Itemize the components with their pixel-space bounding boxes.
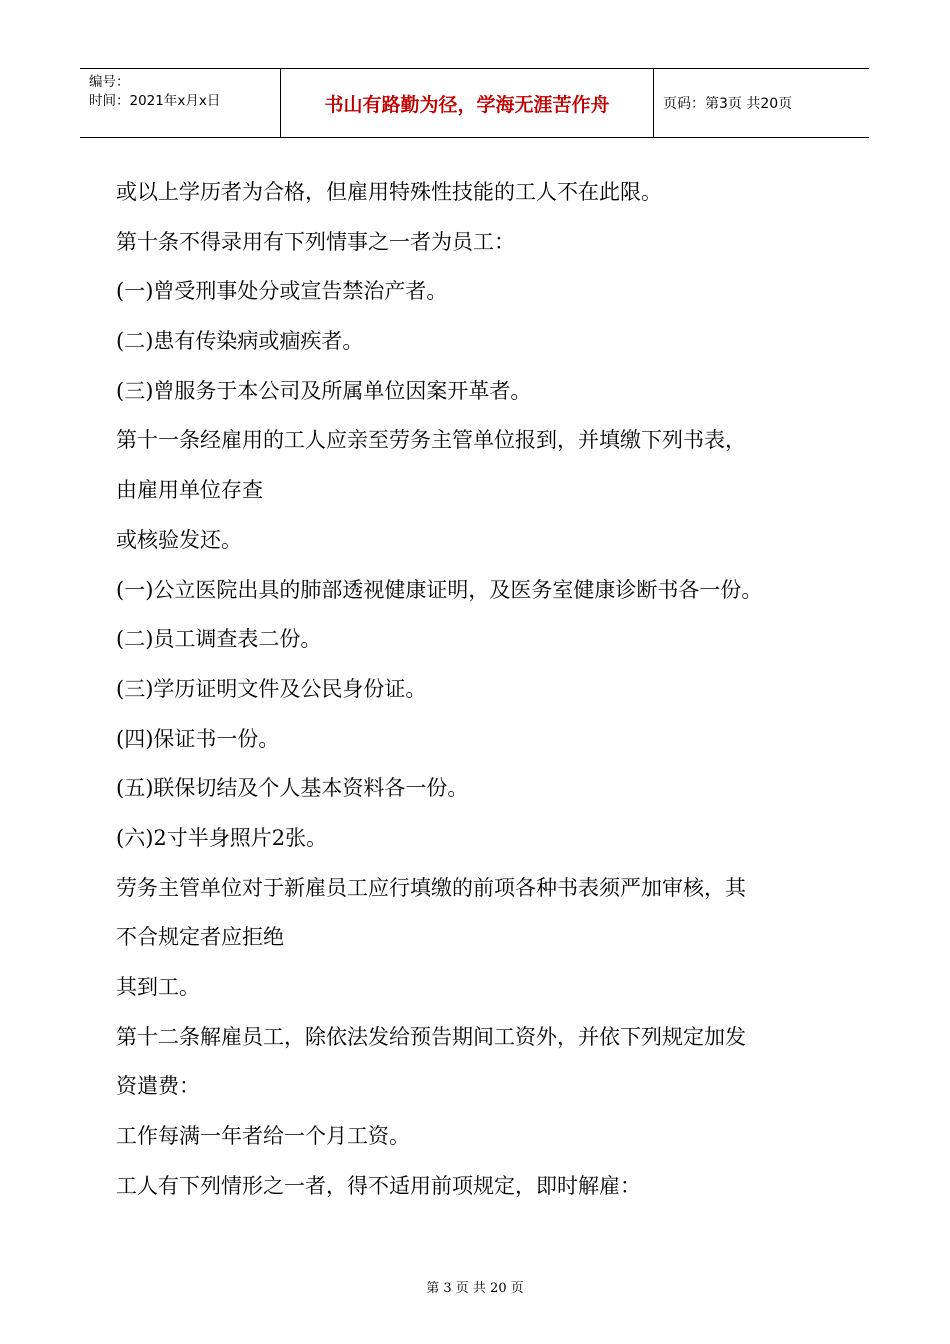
- text-line: 第十一条经雇用的工人应亲至劳务主管单位报到，并填缴下列书表，: [116, 428, 746, 453]
- text-line: 不合规定者应拒绝: [116, 925, 284, 950]
- text-line: (一)公立医院出具的肺部透视健康证明，及医务室健康诊断书各一份。: [116, 577, 763, 602]
- text-line: (六)2寸半身照片2张。: [116, 825, 328, 850]
- text-line: 或核验发还。: [116, 527, 242, 552]
- text-line: (四)保证书一份。: [116, 726, 280, 751]
- header-meta: [80, 69, 281, 137]
- serial-label: 编号：: [89, 74, 130, 90]
- header-page-info: 页码：第3页 共20页: [663, 96, 793, 112]
- text-line: 由雇用单位存查: [116, 478, 263, 503]
- text-line: 工作每满一年者给一个月工资。: [116, 1124, 410, 1149]
- page-header: [80, 68, 869, 138]
- header-motto: 书山有路勤为径，学海无涯苦作舟: [281, 69, 654, 137]
- text-line: 第十条不得录用有下列情事之一者为员工：: [116, 229, 515, 254]
- text-line: 第十二条解雇员工，除依法发给预告期间工资外，并依下列规定加发: [116, 1024, 746, 1049]
- text-line: (五)联保切结及个人基本资料各一份。: [116, 776, 469, 801]
- text-line: 资遣费：: [116, 1074, 200, 1099]
- text-line: (二)员工调查表二份。: [116, 627, 322, 652]
- text-line: 其到工。: [116, 975, 200, 999]
- text-line: 或以上学历者为合格，但雇用特殊性技能的工人不在此限。: [116, 180, 662, 204]
- document-body: [116, 168, 856, 1211]
- text-line: (三)学历证明文件及公民身份证。: [116, 676, 427, 701]
- text-line: (一)曾受刑事处分或宣告禁治产者。: [116, 279, 448, 304]
- text-line: (三)曾服务于本公司及所属单位因案开革者。: [116, 378, 532, 403]
- time-label: 时间：2021年x月x日: [89, 93, 221, 109]
- page-footer: 第 3 页 共 20 页: [426, 1281, 524, 1296]
- text-line: (二)患有传染病或痼疾者。: [116, 329, 364, 354]
- text-line: 工人有下列情形之一者，得不适用前项规定，即时解雇：: [116, 1173, 641, 1198]
- text-line: 劳务主管单位对于新雇员工应行填缴的前项各种书表须严加审核，其: [116, 875, 746, 900]
